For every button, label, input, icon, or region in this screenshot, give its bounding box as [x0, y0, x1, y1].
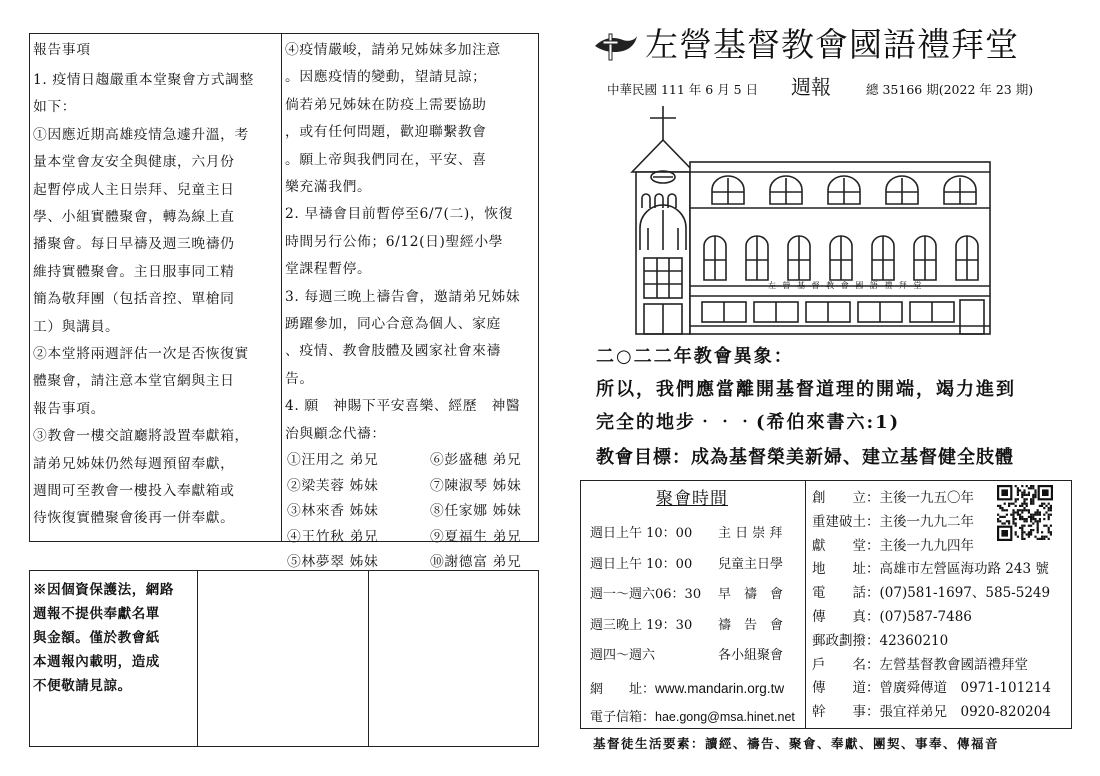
prayer-list-item: ⑧任家娜 姊妹 — [430, 503, 522, 520]
service-info-divider — [805, 480, 806, 729]
report-line: 堂課程暫停。 — [285, 261, 372, 278]
report-line: 踴躍參加，同心合意為個人、家庭 — [285, 316, 501, 332]
church-info-row: 獻 堂：主後一九九四年 — [812, 537, 974, 554]
report-line: 治與顧念代禱： — [285, 425, 386, 442]
church-info-row: 戶 名：左營基督教會國語禮拜堂 — [812, 656, 1028, 673]
email-row — [590, 706, 795, 725]
report-line: 、疫情、教會肢體及國家社會來禱 — [285, 343, 501, 360]
weekly-label: 週報 — [791, 75, 831, 99]
vision-heading: 二○二二年教會異象： — [596, 346, 794, 367]
privacy-note-line: 不便敬請見諒。 — [33, 678, 132, 694]
schedule-event: 兒童主日學 — [718, 556, 784, 572]
report-line: 週間可至教會一樓投入奉獻箱或 — [33, 483, 235, 499]
offering-table-divider-1 — [197, 570, 198, 747]
report-line: 維持實體聚會。主日服事同工精 — [33, 263, 235, 280]
bulletin-date: 中華民國 111 年 6 月 5 日 — [607, 82, 759, 97]
report-line: ③教會一樓交誼廳將設置奉獻箱， — [33, 428, 249, 445]
report-line: 2. 早禱會目前暫停至6/7(二)，恢復 — [285, 206, 514, 223]
schedule-time: 週日上午 10：00 — [590, 526, 693, 541]
report-line: 體聚會，請注意本堂官網與主日 — [33, 373, 235, 390]
report-line: 。願上帝與我們同在，平安、喜 — [285, 151, 487, 168]
report-line: ④疫情嚴峻，請弟兄姊妹多加注意 — [285, 42, 501, 58]
report-line: 。因應疫情的變動，望請見諒； — [285, 69, 487, 86]
report-line: 1. 疫情日趨嚴重本堂聚會方式調整 — [33, 72, 254, 88]
reports-divider — [281, 33, 282, 542]
footer-christian-life: 基督徒生活要素：讀經、禱告、聚會、奉獻、團契、事奉、傳福音 — [593, 736, 1000, 751]
report-line: 請弟兄姊妹仍然每週預留奉獻， — [33, 455, 235, 472]
report-line: 待恢復實體聚會後再一併奉獻。 — [33, 510, 235, 527]
prayer-list-item: ⑥彭盛穗 弟兄 — [430, 452, 522, 468]
church-info-row: 電 話：(07)581-1697、585-5249 — [812, 585, 1051, 602]
schedule-time: 週一～週六06：30 — [590, 587, 702, 602]
prayer-list-item: ①汪用之 弟兄 — [287, 452, 379, 468]
report-line: 如下： — [33, 99, 77, 116]
report-line: 起暫停成人主日崇拜、兒童主日 — [33, 181, 235, 198]
vision-verse-line2: 完全的地步‧‧‧(希伯來書六:1) — [596, 412, 901, 433]
church-goal: 教會目標：成為基督榮美新婦、建立基督健全肢體 — [596, 447, 1014, 468]
report-line: 報告事項。 — [33, 400, 105, 417]
website-row — [590, 678, 784, 697]
privacy-note-line: ※因個資保護法，網路 — [33, 582, 174, 598]
report-line: 倘若弟兄姊妹在防疫上需要協助 — [285, 96, 487, 113]
report-line: 3. 每週三晚上禱告會，邀請弟兄姊妹 — [285, 288, 521, 305]
church-info-row: 傳 真：(07)587-7486 — [812, 609, 972, 625]
prayer-list-item: ②梁芙蓉 姊妹 — [287, 477, 379, 494]
website-link[interactable]: www.mandarin.org.tw — [655, 681, 785, 696]
schedule-title: 聚會時間 — [656, 489, 728, 509]
church-info-row: 創 立：主後一九五〇年 — [812, 490, 974, 506]
privacy-note-line: 週報不提供奉獻名單 — [33, 606, 160, 622]
schedule-event: 各小組聚會 — [718, 648, 784, 663]
report-line: ，或有任何問題，歡迎聯繫教會 — [285, 124, 487, 141]
church-info-row: 重建破土：主後一九九二年 — [812, 513, 974, 530]
church-logo-icon — [593, 32, 639, 62]
privacy-note-line: 本週報內載明，造成 — [33, 654, 160, 670]
report-line: 工）與講員。 — [33, 318, 120, 335]
schedule-event: 早 禱 會 — [718, 587, 784, 602]
schedule-time: 週日上午 10：00 — [590, 556, 693, 572]
church-building-illustration — [626, 100, 992, 336]
reports-heading: 報告事項 — [33, 42, 91, 58]
church-info-row: 幹 事：張宜祥弟兄 0920-820204 — [812, 704, 1051, 721]
vision-verse-line1: 所以，我們應當離開基督道理的開端，竭力進到 — [596, 379, 1016, 400]
church-info-row: 傳 道：曾廣舜傳道 0971-101214 — [812, 680, 1051, 697]
report-line: 4. 願 神賜下平安喜樂、經歷 神醫 — [285, 398, 521, 415]
report-line: 播聚會。每日早禱及週三晚禱仍 — [33, 236, 235, 253]
prayer-list-item: ③林來香 姊妹 — [287, 503, 379, 520]
prayer-list-item: ④王竹秋 弟兄 — [287, 528, 379, 545]
report-line: ②本堂將兩週評估一次是否恢復實 — [33, 346, 249, 362]
privacy-note-line: 與金額。僅於教會紙 — [33, 630, 160, 646]
offering-table-divider-2 — [368, 570, 369, 747]
report-line: 學、小組實體聚會，轉為線上直 — [33, 209, 235, 225]
email-label: 電子信箱： — [590, 710, 656, 725]
schedule-event: 禱 告 會 — [718, 617, 784, 633]
schedule-time: 週四～週六 — [590, 648, 656, 663]
issue-number: 總 35166 期(2022 年 23 期) — [866, 82, 1034, 97]
prayer-list-item: ⑦陳淑琴 姊妹 — [430, 477, 522, 494]
report-line: ①因應近期高雄疫情急遽升溫，考 — [33, 126, 249, 143]
prayer-list-item: ⑨夏福生 弟兄 — [430, 528, 522, 545]
prayer-list-item: ⑤林夢翠 姊妹 — [287, 554, 379, 571]
report-line: 樂充滿我們。 — [285, 179, 372, 195]
schedule-time: 週三晚上 19：30 — [590, 617, 693, 633]
church-info-row: 郵政劃撥：42360210 — [812, 632, 949, 649]
building-sign: 左 營 基 督 教 會 國 語 禮 拜 堂 — [768, 281, 924, 290]
prayer-list-item: ⑩謝德富 弟兄 — [430, 554, 522, 571]
church-info-row: 地 址：高雄市左營區海功路 243 號 — [812, 561, 1049, 578]
email-link[interactable]: hae.gong@msa.hinet.net — [655, 710, 795, 724]
qr-code-icon[interactable] — [997, 485, 1053, 541]
schedule-event: 主 日 崇 拜 — [718, 526, 783, 541]
report-line: 時間另行公佈；6/12(日)聖經小學 — [285, 233, 504, 250]
report-line: 簡為敬拜團（包括音控、單槍同 — [33, 291, 235, 308]
church-name-title: 左營基督教會國語禮拜堂 — [645, 25, 1019, 64]
report-line: 量本堂會友安全與健康，六月份 — [33, 154, 235, 171]
website-label: 網 址： — [590, 682, 656, 697]
report-line: 告。 — [285, 370, 314, 387]
